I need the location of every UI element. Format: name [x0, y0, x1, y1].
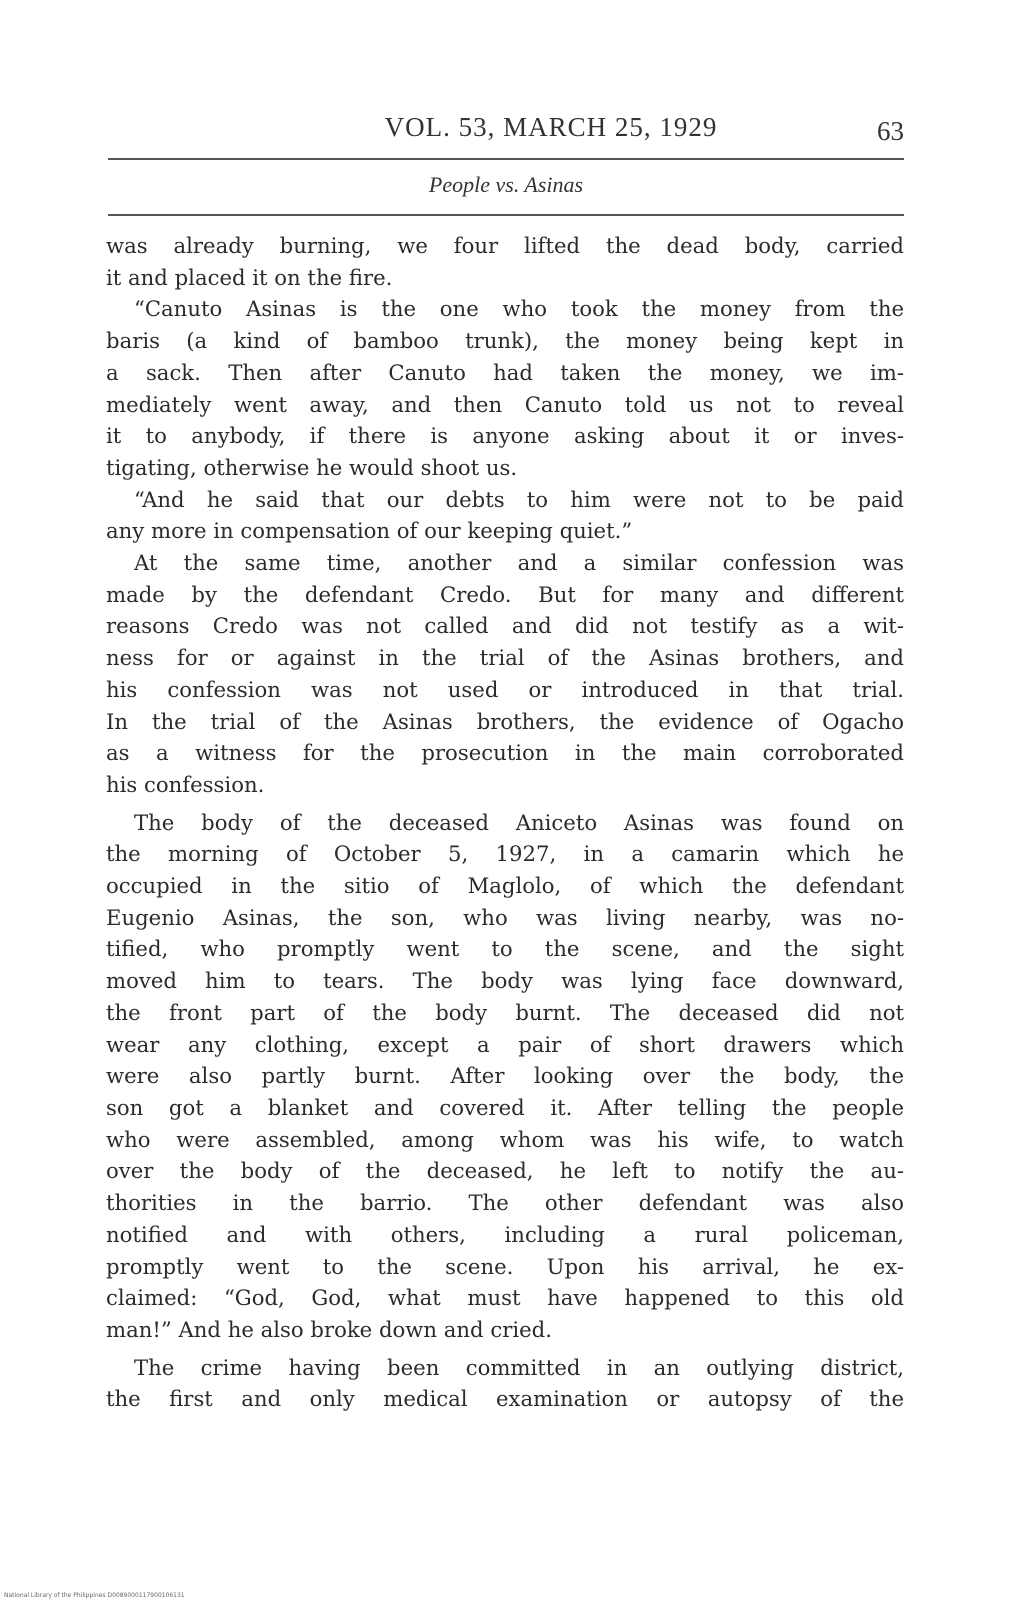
text-line: man!” And he also broke down and cried. — [106, 1316, 552, 1342]
text-line: mediately went away, and then Canuto told us not to reveal — [106, 391, 904, 417]
page-header — [108, 112, 904, 152]
text-line: was already burning, we four lifted the dead body, carried — [106, 233, 904, 258]
text-line: the first and only medical examination or autopsy of the — [106, 1386, 904, 1412]
text-line: son got a blanket and covered it. After telling the people — [106, 1094, 904, 1120]
text-line: Eugenio Asinas, the son, who was living nearby, was no- — [106, 904, 904, 930]
text-line: his confession. — [106, 771, 265, 797]
case-title: People vs. Asinas — [428, 172, 584, 197]
text-line: claimed: “God, God, what must have happened to this old — [106, 1285, 904, 1311]
text-line: tified, who promptly went to the scene, and the sight — [106, 936, 904, 962]
text-line: were also partly burnt. After looking over the body, the — [106, 1063, 904, 1089]
text-line: the front part of the body burnt. The deceased did not — [106, 999, 904, 1025]
text-line: tigating, otherwise he would shoot us. — [106, 454, 518, 480]
body-text — [106, 230, 904, 1415]
text-line: as a witness for the prosecution in the main corroborated — [106, 740, 904, 766]
text-line: moved him to tears. The body was lying face downward, — [106, 968, 904, 994]
text-line: notified and with others, including a rural policeman, — [106, 1221, 904, 1247]
text-line: his confession was not used or introduced in that trial. — [106, 676, 904, 702]
archive-footer: National Library of the Philippines D0089000117900106131 — [4, 1592, 185, 1599]
text-line: baris (a kind of bamboo trunk), the money being kept in — [106, 328, 904, 354]
text-line: promptly went to the scene. Upon his arrival, he ex- — [106, 1253, 904, 1279]
text-line: over the body of the deceased, he left to notify the au- — [106, 1158, 904, 1184]
text-line: “Canuto Asinas is the one who took the money from the — [134, 296, 904, 322]
text-line: thorities in the barrio. The other defendant was also — [106, 1190, 904, 1216]
text-line: ness for or against in the trial of the Asinas brothers, and — [106, 645, 904, 671]
text-line: reasons Credo was not called and did not testify as a wit- — [106, 613, 904, 639]
page-number: 63 — [877, 116, 904, 146]
running-head: VOL. 53, MARCH 25, 1929 — [384, 112, 718, 142]
text-line: In the trial of the Asinas brothers, the evidence of Ogacho — [106, 708, 904, 734]
text-line: “And he said that our debts to him were not to be paid — [134, 486, 904, 512]
text-line: made by the defendant Credo. But for many and different — [106, 581, 904, 607]
text-line: the morning of October 5, 1927, in a camarin which he — [106, 841, 904, 867]
header-rule-bottom — [108, 214, 904, 216]
text-line: who were assembled, among whom was his wife, to watch — [106, 1126, 904, 1152]
text-line: At the same time, another and a similar confession was — [134, 550, 904, 576]
text-line: it to anybody, if there is anyone asking about it or inves- — [106, 423, 904, 449]
text-line: The crime having been committed in an outlying district, — [134, 1354, 904, 1380]
header-rule-top — [108, 158, 904, 160]
text-line: wear any clothing, except a pair of short drawers which — [106, 1031, 904, 1057]
text-line: The body of the deceased Aniceto Asinas was found on — [134, 809, 904, 835]
text-line: occupied in the sitio of Maglolo, of which the defendant — [106, 873, 904, 899]
text-line: a sack. Then after Canuto had taken the money, we im- — [106, 359, 904, 385]
text-line: it and placed it on the fire. — [106, 264, 393, 290]
text-line: any more in compensation of our keeping quiet.” — [106, 518, 633, 544]
